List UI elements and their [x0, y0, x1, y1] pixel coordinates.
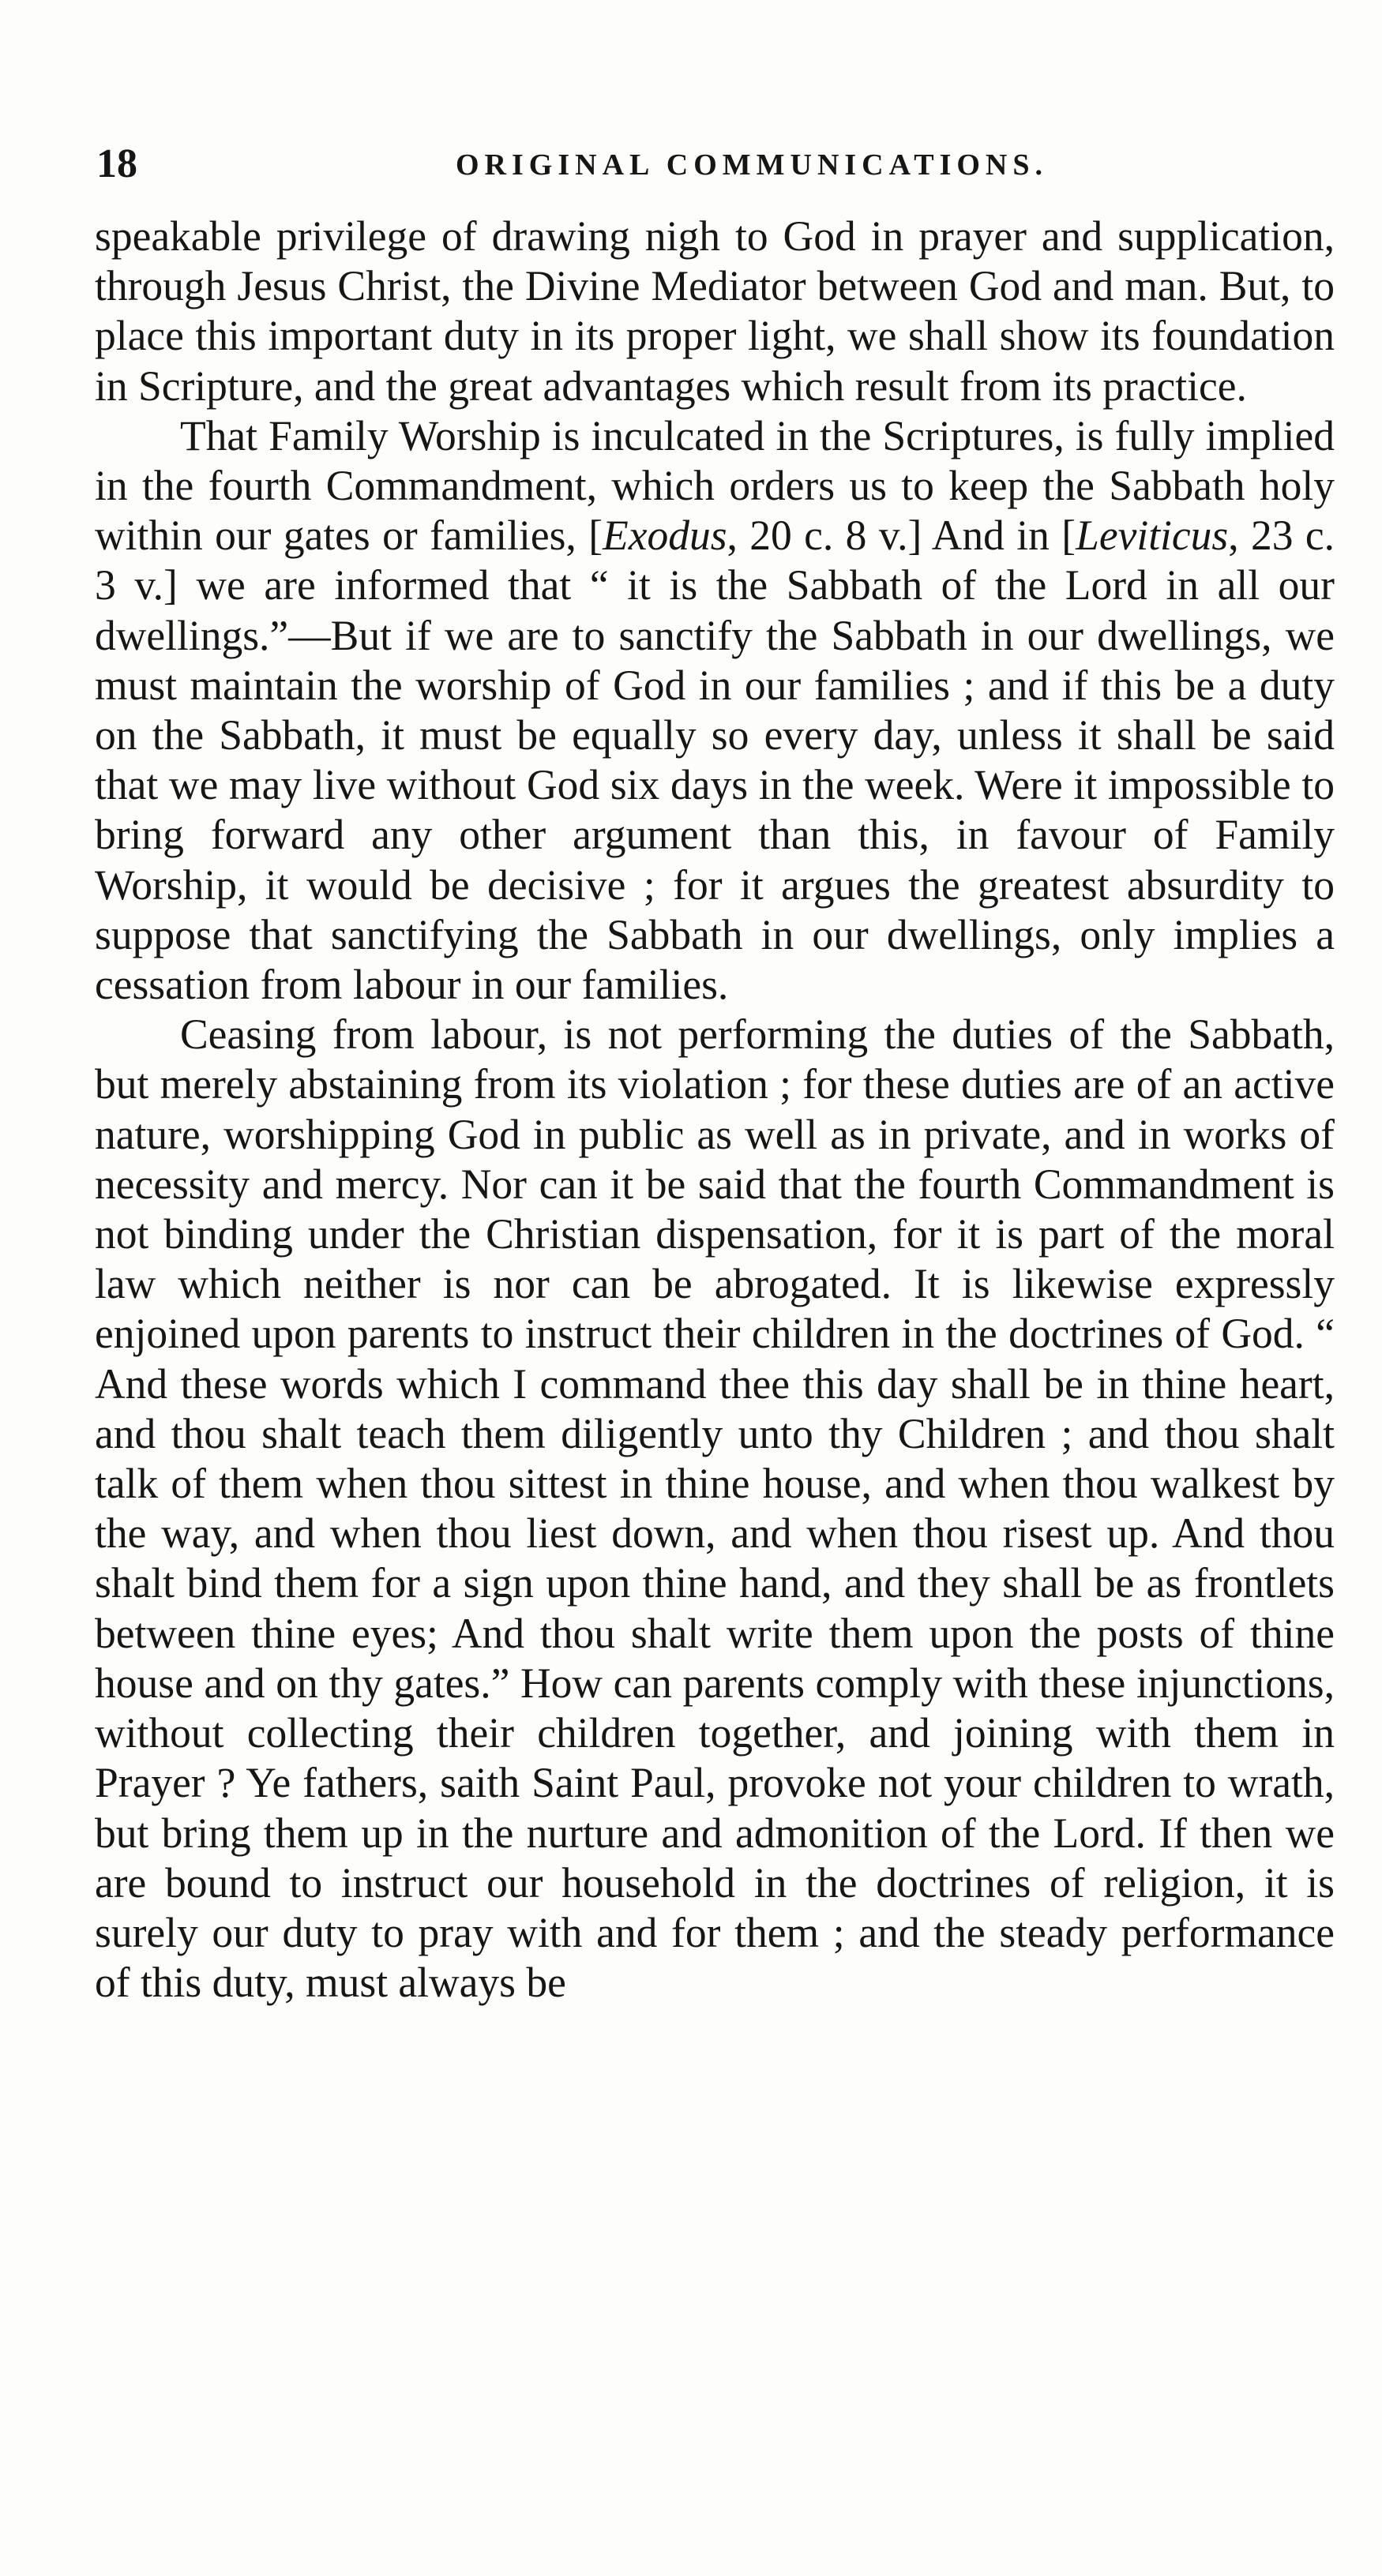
paragraph-text: Ceasing from labour, is not performing the duties of the Sabbath, but merely abstaining from its violation ; for these duties are of an active nature, worshipping God in public as well as in private, and in works of necessity and mercy. Nor can it be said that the fourth Commandment is not binding under the Christian dispensation, for it is part of the moral law which neither is nor can be abrogated. It is likewise expressly enjoined upon parents to instruct their children in the doctrines of God. “ And these words which I command thee this day shall be in thine heart, and thou shalt teach them diligently unto thy Children ; and thou shalt talk of them when thou sittest in thine house, and when thou walkest by the way, and when thou liest down, and when thou risest up. And thou shalt bind them for a sign upon thine hand, and they shall be as frontlets between thine eyes; And thou shalt write them upon the posts of thine house and on thy gates.” How can parents comply with these injunctions, without collecting their children together, and joining with them in Prayer ? Ye fathers, saith Saint Paul, provoke not your children to wrath, but bring them up in the nurture and admonition of the Lord. If then we are bound to instruct our household in the doctrines of religion, it is surely our duty to pray with and for them ; and the steady performance of this duty, must always be [95, 1011, 1335, 2007]
paragraph-family-worship [95, 411, 1335, 1010]
paragraph-text: , 23 c. 3 v.] we are informed that “ it is the Sabbath of the Lord in all our dwellings.”—But if we are to sanctify the Sabbath in our dwellings, we must maintain the worship of God in our families ; and if this be a duty on the Sabbath, it must be equally so every day, unless it shall be said that we may live without God six days in the week. Were it impossible to bring forward any other argument than this, in favour of Family Worship, it would be decisive ; for it argues the greatest absurdity to suppose that sanctifying the Sabbath in our dwellings, only implies a cessation from labour in our families. [95, 512, 1335, 1009]
body-text [95, 212, 1335, 2008]
paragraph-continuation [95, 212, 1335, 411]
paragraph-text: speakable privilege of drawing nigh to God in prayer and supplication, through Jesus Christ, the Divine Mediator between God and man. But, to place this important duty in its proper light, we shall show its foundation in Scripture, and the great advantages which result from its practice. [95, 212, 1335, 410]
paragraph-ceasing-from-labour [95, 1010, 1335, 2008]
paragraph-text: , 20 c. 8 v.] And in [ [727, 512, 1076, 560]
scripture-reference-exodus: Exodus [603, 512, 727, 560]
running-head [96, 141, 1344, 188]
running-title: ORIGINAL COMMUNICATIONS. [456, 148, 1049, 182]
scripture-reference-leviticus: Leviticus [1076, 512, 1229, 560]
page-number: 18 [96, 141, 137, 186]
paragraph-text: That Family Worship is inculcated in the Scriptures, is fully implied in the fourth Commandment, which orders us to keep the Sabbath holy within our gates or families, [ [95, 411, 1335, 560]
